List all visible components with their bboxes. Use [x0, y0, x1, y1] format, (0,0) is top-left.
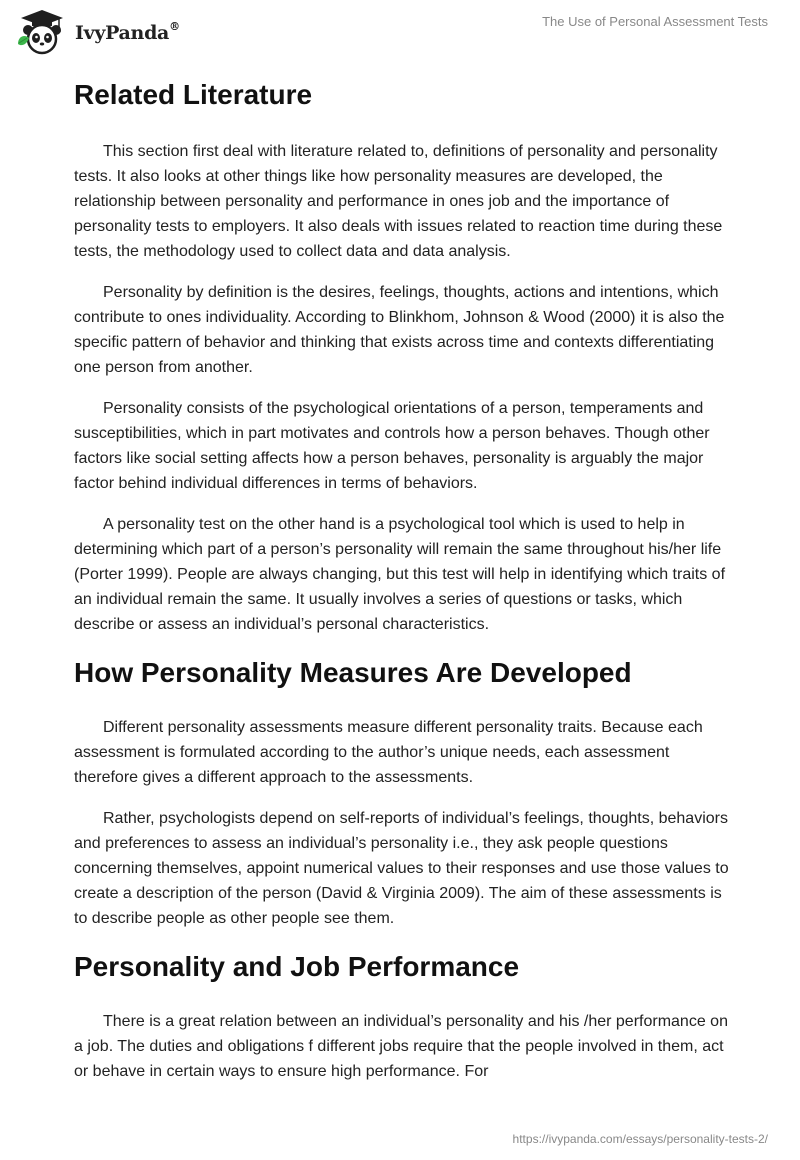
paragraph: A personality test on the other hand is a psychological tool which is used to help in determining which part of a person’s personality will remain the same throughout his/her life (Porter 1999). People are always changing, but this test will help in identifying which traits of an individual remain the same. It usually involves a series of questions or tasks, which describe or assess an individual’s personal characteristics.	[74, 516, 726, 633]
section-heading-how-personality-measures-are-developed: How Personality Measures Are Developed	[74, 657, 632, 688]
document-title: The Use of Personal Assessment Tests	[542, 14, 768, 29]
paragraph: Personality by definition is the desires, feelings, thoughts, actions and intentions, which contribute to ones individuality. According to Blinkhom, Johnson & Wood (2000) it is also the specific pattern of behavior and thinking that exists across time and contexts differentiating one person from another.	[74, 284, 725, 376]
paragraph: Rather, psychologists depend on self-reports of individual’s feelings, thoughts, behaviors and preferences to assess an individual’s personality i.e., they ask people questions concerning themselves, appoint numerical values to their responses and use those values to create a description of the person (David & Virginia 2009). The aim of these assessments is to describe people as other people see them.	[74, 810, 729, 927]
paragraph: This section first deal with literature related to, definitions of personality and personality tests. It also looks at other things like how personality measures are developed, the relationship between personality and performance in ones job and the importance of personality tests to employers. It also deals with issues related to reaction time during these tests, the methodology used to collect data and data analysis.	[74, 143, 723, 260]
paragraph: There is a great relation between an individual’s personality and his /her performance on a job. The duties and obligations f different jobs require that the people involved in them, act or behave in certain ways to ensure high performance. For	[74, 1013, 728, 1080]
article-body	[74, 70, 734, 1084]
paragraph: Personality consists of the psychological orientations of a person, temperaments and susceptibilities, which in part motivates and controls how a person behaves. Though other factors like social setting affects how a person behaves, personality is arguably the major factor behind individual differences in terms of behaviors.	[74, 400, 710, 492]
section-heading-personality-and-job-performance: Personality and Job Performance	[74, 951, 520, 982]
source-url[interactable]: https://ivypanda.com/essays/personality-tests-2/	[512, 1132, 768, 1146]
ivypanda-logo[interactable]	[15, 8, 180, 56]
page-header	[0, 0, 800, 60]
panda-graduate-icon	[15, 8, 69, 56]
paragraph: Different personality assessments measure different personality traits. Because each assessment is formulated according to the author’s unique needs, each assessment therefore gives a different approach to the assessments.	[74, 719, 703, 786]
brand-name: IvyPanda®	[75, 20, 180, 44]
section-heading-related-literature: Related Literature	[74, 79, 313, 110]
